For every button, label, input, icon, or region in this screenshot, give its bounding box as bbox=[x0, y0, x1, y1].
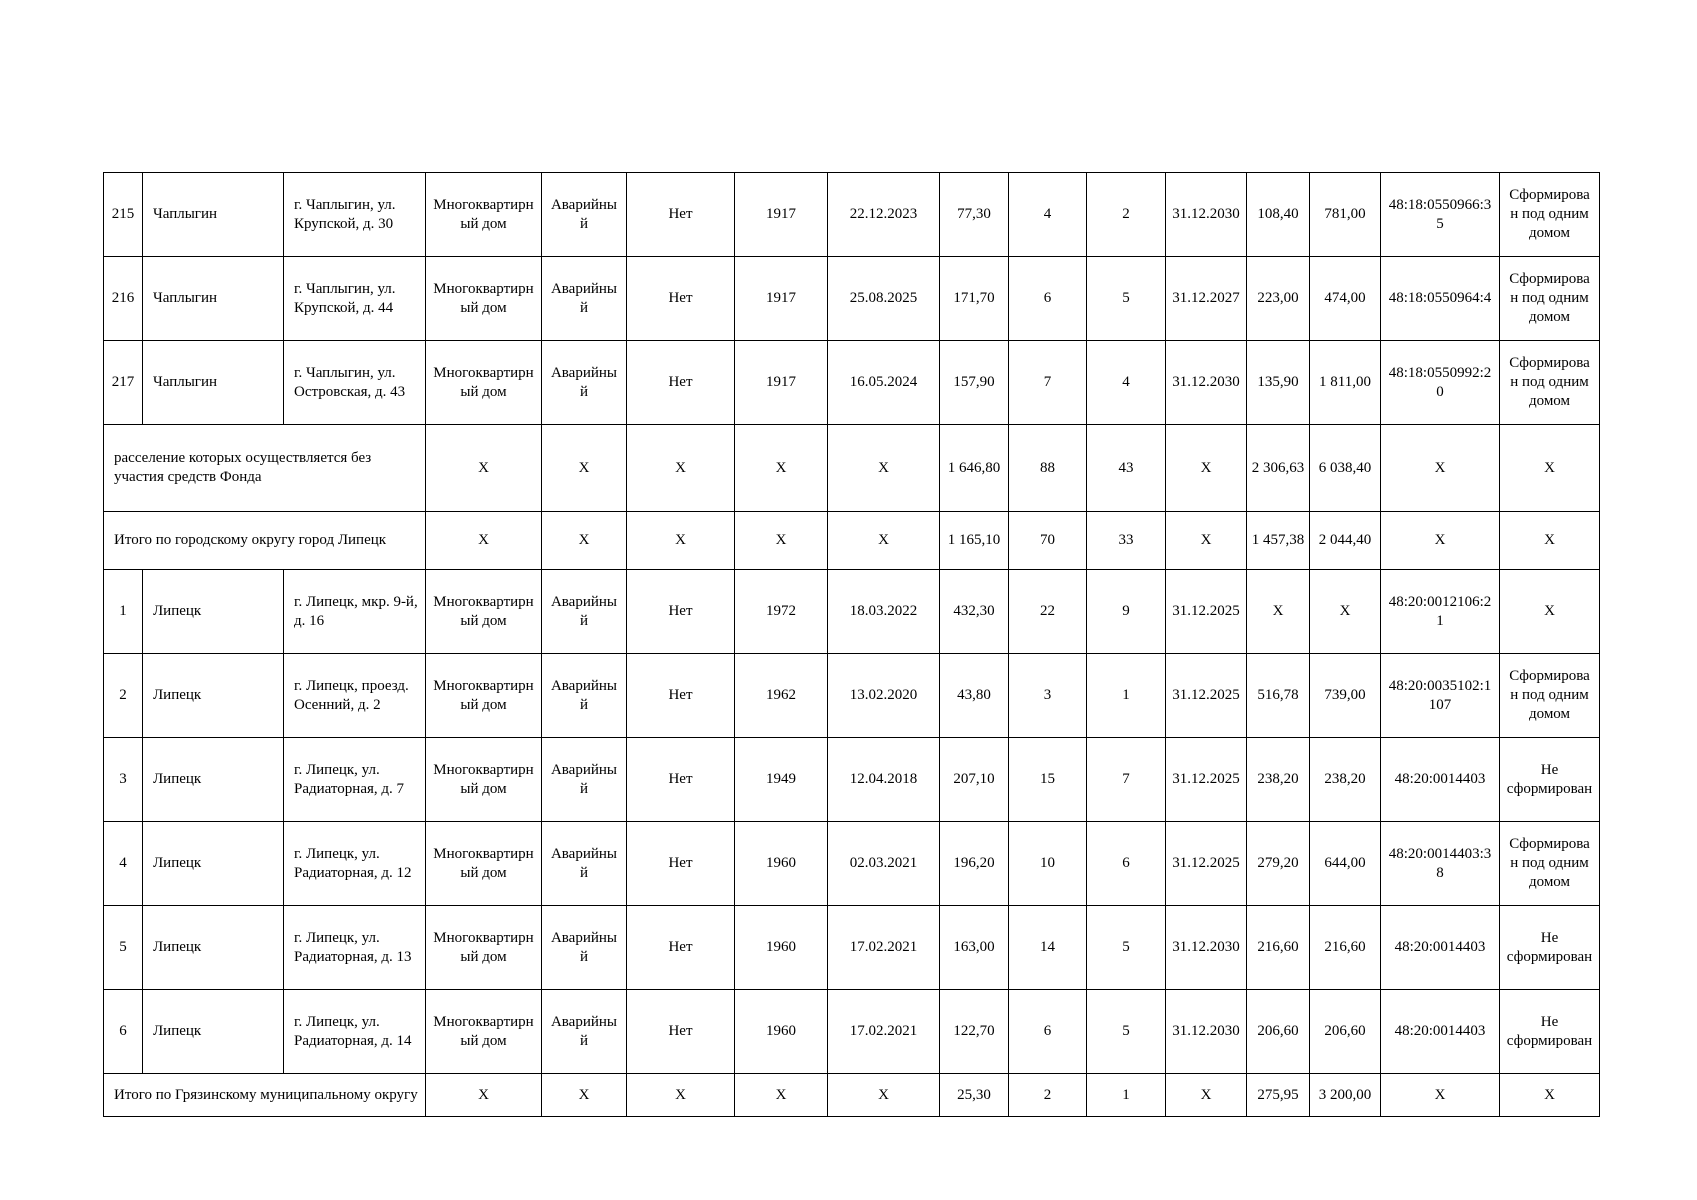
value-2-cell: 1 811,00 bbox=[1310, 341, 1381, 425]
table-row bbox=[104, 738, 1600, 822]
value-2-cell: 474,00 bbox=[1310, 257, 1381, 341]
cadastral-number-cell: 48:18:0550966:35 bbox=[1381, 173, 1500, 257]
value-1-cell: 216,60 bbox=[1247, 906, 1310, 990]
total-row bbox=[104, 1074, 1600, 1117]
value-1-cell: X bbox=[1247, 570, 1310, 654]
deadline-cell: 31.12.2027 bbox=[1166, 257, 1247, 341]
count-1-cell: 3 bbox=[1009, 654, 1087, 738]
area-cell: 171,70 bbox=[940, 257, 1009, 341]
building-type-cell: Многоквартирный дом bbox=[426, 738, 542, 822]
value-1-cell: 135,90 bbox=[1247, 341, 1310, 425]
x-cell: X bbox=[828, 1074, 940, 1117]
value-2-cell: 216,60 bbox=[1310, 906, 1381, 990]
building-type-cell: Многоквартирный дом bbox=[426, 654, 542, 738]
count-2-cell: 33 bbox=[1087, 512, 1166, 570]
total-row bbox=[104, 512, 1600, 570]
cadastral-number-cell: X bbox=[1381, 1074, 1500, 1117]
flag-cell: Нет bbox=[627, 906, 735, 990]
area-cell: 196,20 bbox=[940, 822, 1009, 906]
value-1-cell: 279,20 bbox=[1247, 822, 1310, 906]
address-cell: г. Чаплыгин, ул. Крупской, д. 44 bbox=[284, 257, 426, 341]
count-2-cell: 43 bbox=[1087, 425, 1166, 512]
total-label: Итого по городскому округу город Липецк bbox=[104, 512, 426, 570]
value-1-cell: 223,00 bbox=[1247, 257, 1310, 341]
condition-cell: Аварийный bbox=[542, 341, 627, 425]
building-type-cell: Многоквартирный дом bbox=[426, 570, 542, 654]
land-status-cell: X bbox=[1500, 425, 1600, 512]
building-type-cell: Многоквартирный дом bbox=[426, 341, 542, 425]
condition-cell: Аварийный bbox=[542, 570, 627, 654]
count-1-cell: 7 bbox=[1009, 341, 1087, 425]
flag-cell: Нет bbox=[627, 257, 735, 341]
flag-cell: Нет bbox=[627, 654, 735, 738]
municipality-cell: Чаплыгин bbox=[143, 257, 284, 341]
area-cell: 122,70 bbox=[940, 990, 1009, 1074]
table-row bbox=[104, 341, 1600, 425]
value-1-cell: 238,20 bbox=[1247, 738, 1310, 822]
deadline-cell: 31.12.2030 bbox=[1166, 990, 1247, 1074]
land-status-cell: Сформирован под одним домом bbox=[1500, 822, 1600, 906]
x-cell: X bbox=[542, 512, 627, 570]
table-row bbox=[104, 654, 1600, 738]
address-cell: г. Липецк, ул. Радиаторная, д. 14 bbox=[284, 990, 426, 1074]
value-2-cell: 644,00 bbox=[1310, 822, 1381, 906]
land-status-cell: Сформирован под одним домом bbox=[1500, 257, 1600, 341]
count-2-cell: 9 bbox=[1087, 570, 1166, 654]
total-label: расселение которых осуществляется без участия средств Фонда bbox=[104, 425, 426, 512]
cadastral-number-cell: 48:20:0014403:38 bbox=[1381, 822, 1500, 906]
value-1-cell: 108,40 bbox=[1247, 173, 1310, 257]
condition-cell: Аварийный bbox=[542, 906, 627, 990]
cadastral-number-cell: 48:20:0014403 bbox=[1381, 906, 1500, 990]
count-1-cell: 70 bbox=[1009, 512, 1087, 570]
address-cell: г. Липецк, ул. Радиаторная, д. 13 bbox=[284, 906, 426, 990]
building-type-cell: Многоквартирный дом bbox=[426, 906, 542, 990]
value-1-cell: 1 457,38 bbox=[1247, 512, 1310, 570]
count-2-cell: 5 bbox=[1087, 906, 1166, 990]
year-cell: 1962 bbox=[735, 654, 828, 738]
value-2-cell: 739,00 bbox=[1310, 654, 1381, 738]
x-cell: X bbox=[828, 512, 940, 570]
municipality-cell: Липецк bbox=[143, 990, 284, 1074]
table-row bbox=[104, 822, 1600, 906]
condition-cell: Аварийный bbox=[542, 173, 627, 257]
value-2-cell: 206,60 bbox=[1310, 990, 1381, 1074]
recognition-date-cell: 22.12.2023 bbox=[828, 173, 940, 257]
building-type-cell: Многоквартирный дом bbox=[426, 257, 542, 341]
condition-cell: Аварийный bbox=[542, 990, 627, 1074]
municipality-cell: Липецк bbox=[143, 570, 284, 654]
x-cell: X bbox=[426, 425, 542, 512]
count-1-cell: 88 bbox=[1009, 425, 1087, 512]
value-2-cell: 238,20 bbox=[1310, 738, 1381, 822]
value-2-cell: 3 200,00 bbox=[1310, 1074, 1381, 1117]
flag-cell: Нет bbox=[627, 990, 735, 1074]
x-cell: X bbox=[426, 512, 542, 570]
area-cell: 1 165,10 bbox=[940, 512, 1009, 570]
count-2-cell: 2 bbox=[1087, 173, 1166, 257]
row-number: 1 bbox=[104, 570, 143, 654]
count-1-cell: 22 bbox=[1009, 570, 1087, 654]
land-status-cell: X bbox=[1500, 1074, 1600, 1117]
year-cell: 1917 bbox=[735, 173, 828, 257]
x-cell: X bbox=[735, 1074, 828, 1117]
cadastral-number-cell: X bbox=[1381, 425, 1500, 512]
count-2-cell: 1 bbox=[1087, 654, 1166, 738]
recognition-date-cell: 25.08.2025 bbox=[828, 257, 940, 341]
x-cell: X bbox=[627, 1074, 735, 1117]
recognition-date-cell: 12.04.2018 bbox=[828, 738, 940, 822]
count-1-cell: 6 bbox=[1009, 990, 1087, 1074]
deadline-cell: 31.12.2030 bbox=[1166, 906, 1247, 990]
table-row bbox=[104, 906, 1600, 990]
x-cell: X bbox=[627, 425, 735, 512]
land-status-cell: Сформирован под одним домом bbox=[1500, 341, 1600, 425]
deadline-cell: X bbox=[1166, 425, 1247, 512]
row-number: 216 bbox=[104, 257, 143, 341]
cadastral-number-cell: 48:20:0014403 bbox=[1381, 738, 1500, 822]
flag-cell: Нет bbox=[627, 738, 735, 822]
row-number: 215 bbox=[104, 173, 143, 257]
count-2-cell: 7 bbox=[1087, 738, 1166, 822]
value-1-cell: 206,60 bbox=[1247, 990, 1310, 1074]
deadline-cell: 31.12.2025 bbox=[1166, 822, 1247, 906]
municipality-cell: Липецк bbox=[143, 654, 284, 738]
address-cell: г. Липецк, ул. Радиаторная, д. 7 bbox=[284, 738, 426, 822]
area-cell: 25,30 bbox=[940, 1074, 1009, 1117]
condition-cell: Аварийный bbox=[542, 738, 627, 822]
municipality-cell: Липецк bbox=[143, 738, 284, 822]
municipality-cell: Чаплыгин bbox=[143, 341, 284, 425]
table-row bbox=[104, 257, 1600, 341]
building-type-cell: Многоквартирный дом bbox=[426, 822, 542, 906]
row-number: 6 bbox=[104, 990, 143, 1074]
address-cell: г. Липецк, ул. Радиаторная, д. 12 bbox=[284, 822, 426, 906]
year-cell: 1972 bbox=[735, 570, 828, 654]
address-cell: г. Липецк, мкр. 9-й, д. 16 bbox=[284, 570, 426, 654]
deadline-cell: 31.12.2025 bbox=[1166, 570, 1247, 654]
area-cell: 1 646,80 bbox=[940, 425, 1009, 512]
deadline-cell: X bbox=[1166, 512, 1247, 570]
total-label: Итого по Грязинскому муниципальному округу bbox=[104, 1074, 426, 1117]
value-2-cell: 781,00 bbox=[1310, 173, 1381, 257]
row-number: 4 bbox=[104, 822, 143, 906]
year-cell: 1917 bbox=[735, 257, 828, 341]
x-cell: X bbox=[542, 1074, 627, 1117]
deadline-cell: 31.12.2030 bbox=[1166, 341, 1247, 425]
value-2-cell: X bbox=[1310, 570, 1381, 654]
cadastral-number-cell: 48:18:0550992:20 bbox=[1381, 341, 1500, 425]
area-cell: 157,90 bbox=[940, 341, 1009, 425]
land-status-cell: Не сформирован bbox=[1500, 738, 1600, 822]
year-cell: 1960 bbox=[735, 822, 828, 906]
building-type-cell: Многоквартирный дом bbox=[426, 173, 542, 257]
count-2-cell: 4 bbox=[1087, 341, 1166, 425]
deadline-cell: 31.12.2030 bbox=[1166, 173, 1247, 257]
count-2-cell: 5 bbox=[1087, 257, 1166, 341]
municipality-cell: Чаплыгин bbox=[143, 173, 284, 257]
condition-cell: Аварийный bbox=[542, 822, 627, 906]
x-cell: X bbox=[828, 425, 940, 512]
row-number: 5 bbox=[104, 906, 143, 990]
area-cell: 207,10 bbox=[940, 738, 1009, 822]
total-row bbox=[104, 425, 1600, 512]
year-cell: 1960 bbox=[735, 906, 828, 990]
year-cell: 1917 bbox=[735, 341, 828, 425]
cadastral-number-cell: 48:20:0012106:21 bbox=[1381, 570, 1500, 654]
x-cell: X bbox=[735, 512, 828, 570]
table-row bbox=[104, 570, 1600, 654]
deadline-cell: X bbox=[1166, 1074, 1247, 1117]
land-status-cell: X bbox=[1500, 512, 1600, 570]
deadline-cell: 31.12.2025 bbox=[1166, 738, 1247, 822]
area-cell: 432,30 bbox=[940, 570, 1009, 654]
land-status-cell: Не сформирован bbox=[1500, 990, 1600, 1074]
recognition-date-cell: 16.05.2024 bbox=[828, 341, 940, 425]
land-status-cell: Не сформирован bbox=[1500, 906, 1600, 990]
building-type-cell: Многоквартирный дом bbox=[426, 990, 542, 1074]
deadline-cell: 31.12.2025 bbox=[1166, 654, 1247, 738]
land-status-cell: X bbox=[1500, 570, 1600, 654]
count-1-cell: 2 bbox=[1009, 1074, 1087, 1117]
address-cell: г. Липецк, проезд. Осенний, д. 2 bbox=[284, 654, 426, 738]
count-1-cell: 15 bbox=[1009, 738, 1087, 822]
area-cell: 43,80 bbox=[940, 654, 1009, 738]
year-cell: 1949 bbox=[735, 738, 828, 822]
row-number: 3 bbox=[104, 738, 143, 822]
area-cell: 163,00 bbox=[940, 906, 1009, 990]
x-cell: X bbox=[542, 425, 627, 512]
x-cell: X bbox=[627, 512, 735, 570]
value-1-cell: 2 306,63 bbox=[1247, 425, 1310, 512]
cadastral-number-cell: 48:18:0550964:4 bbox=[1381, 257, 1500, 341]
count-1-cell: 4 bbox=[1009, 173, 1087, 257]
recognition-date-cell: 02.03.2021 bbox=[828, 822, 940, 906]
table-row bbox=[104, 990, 1600, 1074]
cadastral-number-cell: 48:20:0014403 bbox=[1381, 990, 1500, 1074]
flag-cell: Нет bbox=[627, 570, 735, 654]
value-1-cell: 516,78 bbox=[1247, 654, 1310, 738]
flag-cell: Нет bbox=[627, 341, 735, 425]
table-row bbox=[104, 173, 1600, 257]
count-2-cell: 6 bbox=[1087, 822, 1166, 906]
row-number: 2 bbox=[104, 654, 143, 738]
value-2-cell: 6 038,40 bbox=[1310, 425, 1381, 512]
area-cell: 77,30 bbox=[940, 173, 1009, 257]
recognition-date-cell: 18.03.2022 bbox=[828, 570, 940, 654]
count-2-cell: 5 bbox=[1087, 990, 1166, 1074]
address-cell: г. Чаплыгин, ул. Островская, д. 43 bbox=[284, 341, 426, 425]
land-status-cell: Сформирован под одним домом bbox=[1500, 173, 1600, 257]
year-cell: 1960 bbox=[735, 990, 828, 1074]
municipality-cell: Липецк bbox=[143, 906, 284, 990]
count-1-cell: 10 bbox=[1009, 822, 1087, 906]
x-cell: X bbox=[426, 1074, 542, 1117]
value-1-cell: 275,95 bbox=[1247, 1074, 1310, 1117]
cadastral-number-cell: 48:20:0035102:1107 bbox=[1381, 654, 1500, 738]
row-number: 217 bbox=[104, 341, 143, 425]
flag-cell: Нет bbox=[627, 822, 735, 906]
recognition-date-cell: 17.02.2021 bbox=[828, 906, 940, 990]
flag-cell: Нет bbox=[627, 173, 735, 257]
count-2-cell: 1 bbox=[1087, 1074, 1166, 1117]
housing-register-table bbox=[103, 172, 1600, 1117]
land-status-cell: Сформирован под одним домом bbox=[1500, 654, 1600, 738]
address-cell: г. Чаплыгин, ул. Крупской, д. 30 bbox=[284, 173, 426, 257]
recognition-date-cell: 17.02.2021 bbox=[828, 990, 940, 1074]
cadastral-number-cell: X bbox=[1381, 512, 1500, 570]
condition-cell: Аварийный bbox=[542, 257, 627, 341]
condition-cell: Аварийный bbox=[542, 654, 627, 738]
recognition-date-cell: 13.02.2020 bbox=[828, 654, 940, 738]
municipality-cell: Липецк bbox=[143, 822, 284, 906]
x-cell: X bbox=[735, 425, 828, 512]
count-1-cell: 6 bbox=[1009, 257, 1087, 341]
count-1-cell: 14 bbox=[1009, 906, 1087, 990]
value-2-cell: 2 044,40 bbox=[1310, 512, 1381, 570]
